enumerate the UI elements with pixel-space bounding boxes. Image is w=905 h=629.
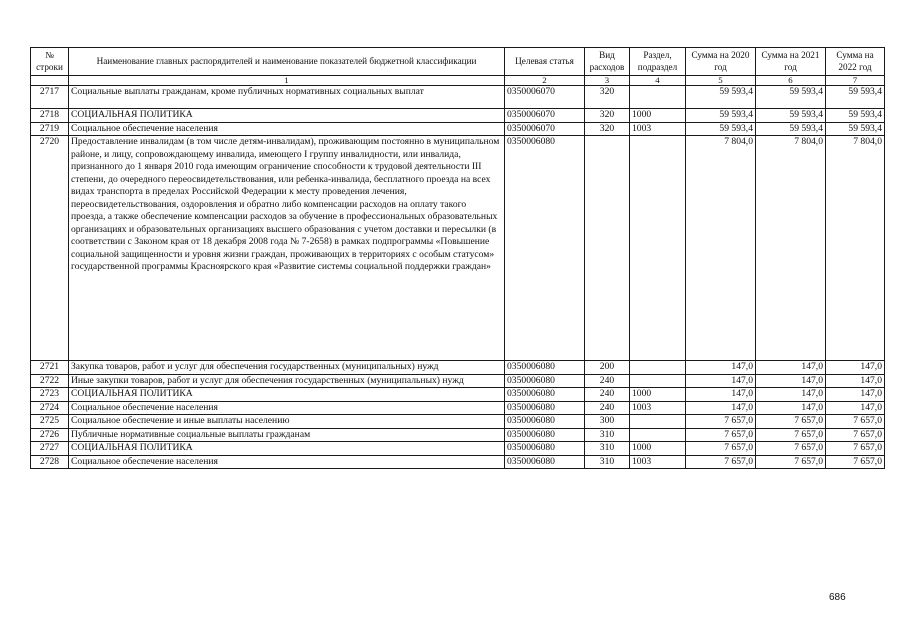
- row-name: Публичные нормативные социальные выплаты гражданам: [69, 428, 505, 442]
- row-sum-2020: 7 657,0: [686, 428, 756, 442]
- row-expense-kind: [585, 136, 630, 361]
- row-target-article: 0350006080: [505, 136, 585, 361]
- row-sum-2021: 59 593,4: [756, 122, 826, 136]
- header-number-cell: 2: [505, 76, 585, 86]
- row-sum-2021: 147,0: [756, 374, 826, 388]
- row-number: 2721: [31, 361, 69, 375]
- header-number-cell: 4: [630, 76, 686, 86]
- row-target-article: 0350006080: [505, 388, 585, 402]
- row-sum-2020: 147,0: [686, 401, 756, 415]
- row-target-article: 0350006080: [505, 415, 585, 429]
- row-section: [630, 136, 686, 361]
- header-sum-2022: Сумма на 2022 год: [826, 48, 885, 76]
- table-row: [31, 388, 885, 402]
- row-section: [630, 415, 686, 429]
- row-section: 1003: [630, 401, 686, 415]
- row-name: Закупка товаров, работ и услуг для обеспечения государственных (муниципальных) нужд: [69, 361, 505, 375]
- row-number: 2720: [31, 136, 69, 361]
- row-number: 2728: [31, 455, 69, 469]
- row-sum-2021: 59 593,4: [756, 109, 826, 123]
- row-target-article: 0350006080: [505, 374, 585, 388]
- table-row: [31, 428, 885, 442]
- row-number: 2717: [31, 86, 69, 109]
- row-expense-kind: 240: [585, 388, 630, 402]
- row-number: 2726: [31, 428, 69, 442]
- row-sum-2020: 147,0: [686, 388, 756, 402]
- row-sum-2020: 7 657,0: [686, 442, 756, 456]
- row-target-article: 0350006070: [505, 109, 585, 123]
- row-name: Социальные выплаты гражданам, кроме публичных нормативных социальных выплат: [69, 86, 505, 109]
- row-section: 1003: [630, 455, 686, 469]
- row-sum-2020: 7 657,0: [686, 455, 756, 469]
- header-row-number: № строки: [31, 48, 69, 76]
- row-sum-2022: 7 804,0: [826, 136, 885, 361]
- header-number-cell: 5: [686, 76, 756, 86]
- row-number: 2724: [31, 401, 69, 415]
- row-name: Социальное обеспечение населения: [69, 455, 505, 469]
- row-expense-kind: 240: [585, 374, 630, 388]
- row-sum-2022: 59 593,4: [826, 86, 885, 109]
- row-expense-kind: 300: [585, 415, 630, 429]
- row-name: СОЦИАЛЬНАЯ ПОЛИТИКА: [69, 388, 505, 402]
- row-section: 1000: [630, 109, 686, 123]
- row-sum-2022: 147,0: [826, 401, 885, 415]
- table-header: [31, 48, 885, 86]
- row-sum-2021: 7 657,0: [756, 455, 826, 469]
- row-section: [630, 428, 686, 442]
- row-expense-kind: 320: [585, 109, 630, 123]
- row-expense-kind: 320: [585, 86, 630, 109]
- row-sum-2022: 147,0: [826, 361, 885, 375]
- row-name: Социальное обеспечение населения: [69, 401, 505, 415]
- row-expense-kind: 310: [585, 442, 630, 456]
- table-row: [31, 401, 885, 415]
- table-row: [31, 455, 885, 469]
- row-sum-2020: 59 593,4: [686, 109, 756, 123]
- table-row: [31, 86, 885, 109]
- row-target-article: 0350006080: [505, 361, 585, 375]
- header-sum-2021: Сумма на 2021 год: [756, 48, 826, 76]
- row-target-article: 0350006070: [505, 122, 585, 136]
- row-number: 2718: [31, 109, 69, 123]
- row-number: 2722: [31, 374, 69, 388]
- row-sum-2022: 7 657,0: [826, 455, 885, 469]
- header-number-cell: [31, 76, 69, 86]
- row-number: 2719: [31, 122, 69, 136]
- row-target-article: 0350006080: [505, 455, 585, 469]
- header-number-cell: 3: [585, 76, 630, 86]
- row-section: 1000: [630, 388, 686, 402]
- header-target-article: Целевая статья: [505, 48, 585, 76]
- row-sum-2020: 147,0: [686, 361, 756, 375]
- row-name: Предоставление инвалидам (в том числе детям-инвалидам), проживающим постоянно в муниципальном районе, и лицу, сопровождающему инвалида, имеющего I группу инвалидности, или инвалида, признанного до 1 января 2010 года имеющим ограничение способности к трудовой деятельности III степени, до очередного переосвидетельствования, или ребенка-инвалида, бесплатного проезда на всех видах транспорта в пределах Российской Федерации к месту проведения лечения, переосвидетельствования, оздоровления и обратно либо компенсации расходов на оплату такого проезда, а также обеспечение компенсации расходов за обучение в профессиональных образовательных организациях и образовательных организациях высшего образования с учетом доставки и пересылки (в соответствии с Законом края от 18 декабря 2008 года № 7-2658) в рамках подпрограммы «Повышение социальной защищенности и уровня жизни граждан, проживающих в территориях с особым статусом» государственной программы Красноярского края «Развитие системы социальной поддержки граждан»: [69, 136, 505, 361]
- row-sum-2022: 147,0: [826, 388, 885, 402]
- row-sum-2022: 59 593,4: [826, 122, 885, 136]
- row-name: СОЦИАЛЬНАЯ ПОЛИТИКА: [69, 109, 505, 123]
- row-name: СОЦИАЛЬНАЯ ПОЛИТИКА: [69, 442, 505, 456]
- row-sum-2022: 147,0: [826, 374, 885, 388]
- row-section: [630, 374, 686, 388]
- row-sum-2021: 7 657,0: [756, 442, 826, 456]
- page-number: 686: [829, 592, 846, 603]
- row-expense-kind: 310: [585, 455, 630, 469]
- table-row: [31, 122, 885, 136]
- row-sum-2020: 59 593,4: [686, 86, 756, 109]
- header-section: Раздел, подраздел: [630, 48, 686, 76]
- row-sum-2020: 7 804,0: [686, 136, 756, 361]
- header-number-cell: 1: [69, 76, 505, 86]
- row-name: Социальное обеспечение населения: [69, 122, 505, 136]
- row-sum-2022: 7 657,0: [826, 415, 885, 429]
- header-number-cell: 6: [756, 76, 826, 86]
- row-sum-2022: 7 657,0: [826, 428, 885, 442]
- table-row: [31, 109, 885, 123]
- row-number: 2725: [31, 415, 69, 429]
- row-sum-2021: 7 657,0: [756, 415, 826, 429]
- row-sum-2021: 7 804,0: [756, 136, 826, 361]
- row-name: Иные закупки товаров, работ и услуг для обеспечения государственных (муниципальных) нужд: [69, 374, 505, 388]
- table-row: [31, 415, 885, 429]
- row-target-article: 0350006080: [505, 442, 585, 456]
- row-expense-kind: 320: [585, 122, 630, 136]
- row-sum-2020: 147,0: [686, 374, 756, 388]
- row-section: [630, 86, 686, 109]
- table-row: [31, 136, 885, 361]
- row-target-article: 0350006080: [505, 401, 585, 415]
- row-sum-2021: 7 657,0: [756, 428, 826, 442]
- row-sum-2021: 147,0: [756, 361, 826, 375]
- row-sum-2021: 147,0: [756, 388, 826, 402]
- row-expense-kind: 240: [585, 401, 630, 415]
- header-sum-2020: Сумма на 2020 год: [686, 48, 756, 76]
- row-target-article: 0350006080: [505, 428, 585, 442]
- row-expense-kind: 310: [585, 428, 630, 442]
- header-expense-kind: Вид расходов: [585, 48, 630, 76]
- row-sum-2020: 59 593,4: [686, 122, 756, 136]
- row-section: 1003: [630, 122, 686, 136]
- budget-table: [30, 47, 885, 469]
- row-name: Социальное обеспечение и иные выплаты населению: [69, 415, 505, 429]
- row-section: [630, 361, 686, 375]
- row-sum-2022: 59 593,4: [826, 109, 885, 123]
- row-number: 2727: [31, 442, 69, 456]
- row-sum-2021: 59 593,4: [756, 86, 826, 109]
- row-sum-2022: 7 657,0: [826, 442, 885, 456]
- row-target-article: 0350006070: [505, 86, 585, 109]
- row-number: 2723: [31, 388, 69, 402]
- table-row: [31, 442, 885, 456]
- table-row: [31, 361, 885, 375]
- table-row: [31, 374, 885, 388]
- header-name: Наименование главных распорядителей и наименование показателей бюджетной классификации: [69, 48, 505, 76]
- header-number-cell: 7: [826, 76, 885, 86]
- row-section: 1000: [630, 442, 686, 456]
- row-expense-kind: 200: [585, 361, 630, 375]
- row-sum-2021: 147,0: [756, 401, 826, 415]
- row-sum-2020: 7 657,0: [686, 415, 756, 429]
